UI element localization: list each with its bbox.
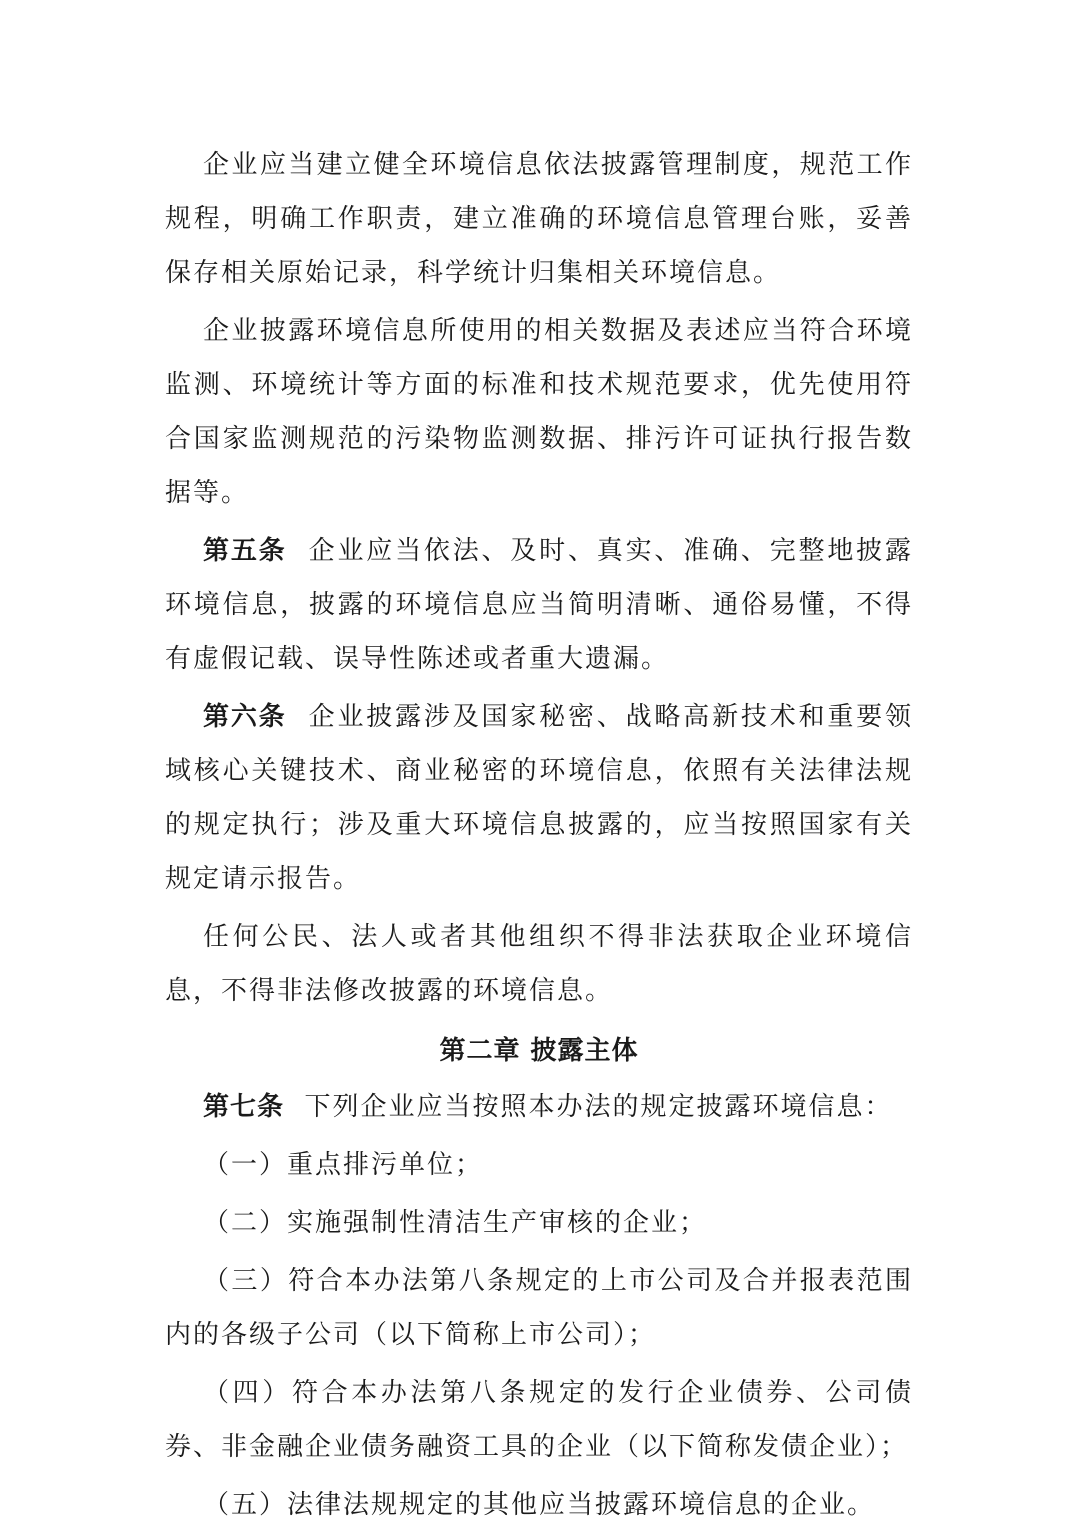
- paragraph-data-standards: 企业披露环境信息所使用的相关数据及表述应当符合环境监测、环境统计等方面的标准和技术规范要求，优先使用符合国家监测规范的污染物监测数据、排污许可证执行报告数据等。: [165, 316, 913, 508]
- document-page: [165, 138, 913, 1536]
- paragraph-prohibition: 任何公民、法人或者其他组织不得非法获取企业环境信息，不得非法修改披露的环境信息。: [165, 922, 913, 1006]
- article-7-heading: 第七条: [203, 1092, 285, 1122]
- article-7: [165, 1080, 913, 1134]
- paragraph-management-system: 企业应当建立健全环境信息依法披露管理制度，规范工作规程，明确工作职责，建立准确的环境信息管理台账，妥善保存相关原始记录，科学统计归集相关环境信息。: [165, 150, 913, 288]
- chapter-title: 第二章 披露主体: [439, 1036, 639, 1066]
- article-7-body: 下列企业应当按照本办法的规定披露环境信息：: [304, 1092, 893, 1122]
- article-6-heading: 第六条: [203, 702, 287, 732]
- article-6-body: 企业披露涉及国家秘密、战略高新技术和重要领域核心关键技术、商业秘密的环境信息，依照有关法律法规的规定执行；涉及重大环境信息披露的，应当按照国家有关规定请示报告。: [165, 702, 913, 894]
- list-item-2: （二）实施强制性清洁生产审核的企业；: [203, 1208, 708, 1238]
- list-item-5: （五）法律法规规定的其他应当披露环境信息的企业。: [203, 1490, 876, 1520]
- list-item-4: （四）符合本办法第八条规定的发行企业债券、公司债券、非金融企业债务融资工具的企业（以下简称发债企业）；: [165, 1378, 913, 1462]
- article-5: [165, 524, 913, 686]
- list-item-1: （一）重点排污单位；: [203, 1150, 484, 1180]
- article-5-body: 企业应当依法、及时、真实、准确、完整地披露环境信息，披露的环境信息应当简明清晰、通俗易懂，不得有虚假记载、误导性陈述或者重大遗漏。: [165, 536, 913, 674]
- article-5-heading: 第五条: [203, 536, 287, 566]
- list-item-3: （三）符合本办法第八条规定的上市公司及合并报表范围内的各级子公司（以下简称上市公司）；: [165, 1266, 913, 1350]
- article-6: [165, 690, 913, 906]
